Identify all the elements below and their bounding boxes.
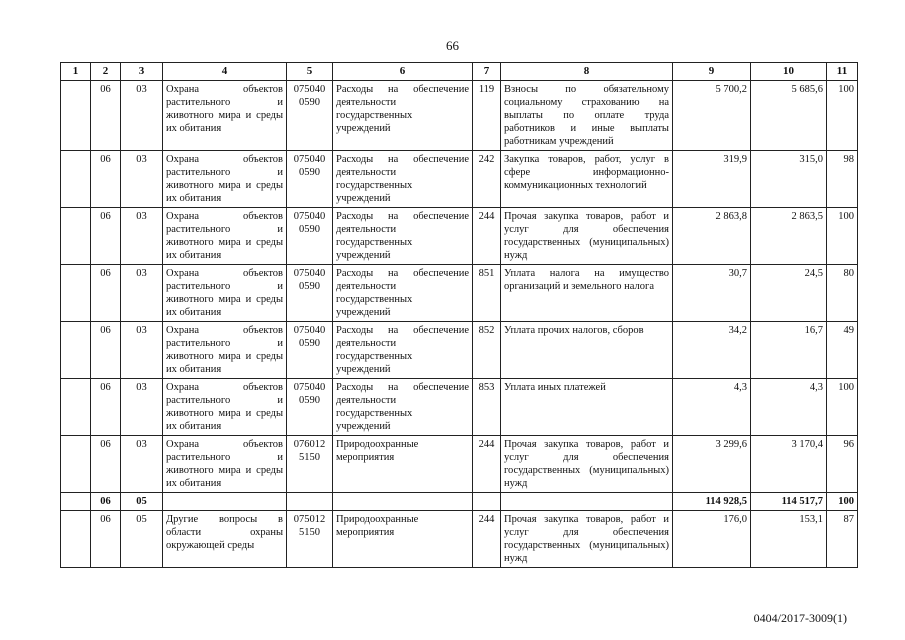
cell-expense-type: 853 bbox=[473, 379, 501, 436]
column-header: 11 bbox=[827, 63, 858, 81]
cell-expense-type: 851 bbox=[473, 265, 501, 322]
column-header: 8 bbox=[501, 63, 673, 81]
cell-article-name: Расходы на обеспечение деятельности государственных учреждений bbox=[333, 379, 473, 436]
cell-index bbox=[61, 81, 91, 151]
cell-expense-type: 242 bbox=[473, 151, 501, 208]
cell-section: 06 bbox=[91, 208, 121, 265]
cell-planned: 176,0 bbox=[673, 511, 751, 568]
column-header: 4 bbox=[163, 63, 287, 81]
cell-expense-type bbox=[473, 493, 501, 511]
cell-executed: 3 170,4 bbox=[751, 436, 827, 493]
cell-article-name: Расходы на обеспечение деятельности государственных учреждений bbox=[333, 322, 473, 379]
cell-subsection: 03 bbox=[121, 379, 163, 436]
cell-index bbox=[61, 436, 91, 493]
cell-planned: 114 928,5 bbox=[673, 493, 751, 511]
cell-section: 06 bbox=[91, 81, 121, 151]
cell-index bbox=[61, 208, 91, 265]
cell-expense-name bbox=[501, 493, 673, 511]
cell-section: 06 bbox=[91, 322, 121, 379]
cell-expense-name: Прочая закупка товаров, работ и услуг для обеспечения государственных (муниципальных) нужд bbox=[501, 436, 673, 493]
cell-target-article: 076012 5150 bbox=[287, 436, 333, 493]
cell-target-article: 075040 0590 bbox=[287, 265, 333, 322]
cell-target-article: 075012 5150 bbox=[287, 511, 333, 568]
cell-subsection-name: Охрана объектов растительного и животного мира и среды их обитания bbox=[163, 81, 287, 151]
cell-target-article: 075040 0590 bbox=[287, 379, 333, 436]
cell-index bbox=[61, 511, 91, 568]
cell-percent: 80 bbox=[827, 265, 858, 322]
cell-article-name: Природоохранные мероприятия bbox=[333, 436, 473, 493]
cell-index bbox=[61, 265, 91, 322]
cell-executed: 2 863,5 bbox=[751, 208, 827, 265]
subtotal-row bbox=[61, 493, 858, 511]
cell-planned: 3 299,6 bbox=[673, 436, 751, 493]
cell-percent: 100 bbox=[827, 208, 858, 265]
cell-executed: 4,3 bbox=[751, 379, 827, 436]
cell-section: 06 bbox=[91, 436, 121, 493]
cell-index bbox=[61, 493, 91, 511]
page-number: 66 bbox=[446, 38, 459, 53]
column-header: 3 bbox=[121, 63, 163, 81]
cell-subsection-name: Охрана объектов растительного и животного мира и среды их обитания bbox=[163, 436, 287, 493]
column-header: 7 bbox=[473, 63, 501, 81]
cell-executed: 24,5 bbox=[751, 265, 827, 322]
cell-planned: 5 700,2 bbox=[673, 81, 751, 151]
budget-table bbox=[60, 62, 858, 568]
table-row bbox=[61, 511, 858, 568]
cell-expense-name: Прочая закупка товаров, работ и услуг для обеспечения государственных (муниципальных) нужд bbox=[501, 511, 673, 568]
cell-executed: 5 685,6 bbox=[751, 81, 827, 151]
cell-article-name: Расходы на обеспечение деятельности государственных учреждений bbox=[333, 265, 473, 322]
cell-executed: 153,1 bbox=[751, 511, 827, 568]
cell-percent: 100 bbox=[827, 493, 858, 511]
cell-executed: 114 517,7 bbox=[751, 493, 827, 511]
cell-section: 06 bbox=[91, 511, 121, 568]
cell-percent: 100 bbox=[827, 379, 858, 436]
header-row bbox=[61, 63, 858, 81]
cell-expense-type: 244 bbox=[473, 208, 501, 265]
cell-executed: 315,0 bbox=[751, 151, 827, 208]
cell-subsection-name bbox=[163, 493, 287, 511]
cell-executed: 16,7 bbox=[751, 322, 827, 379]
cell-article-name: Расходы на обеспечение деятельности государственных учреждений bbox=[333, 81, 473, 151]
cell-planned: 34,2 bbox=[673, 322, 751, 379]
cell-section: 06 bbox=[91, 493, 121, 511]
table-row bbox=[61, 151, 858, 208]
cell-subsection-name: Охрана объектов растительного и животного мира и среды их обитания bbox=[163, 322, 287, 379]
cell-index bbox=[61, 151, 91, 208]
table-row bbox=[61, 81, 858, 151]
cell-expense-name: Уплата иных платежей bbox=[501, 379, 673, 436]
column-header: 9 bbox=[673, 63, 751, 81]
cell-index bbox=[61, 322, 91, 379]
cell-percent: 87 bbox=[827, 511, 858, 568]
cell-subsection-name: Охрана объектов растительного и животного мира и среды их обитания bbox=[163, 151, 287, 208]
cell-planned: 30,7 bbox=[673, 265, 751, 322]
cell-index bbox=[61, 379, 91, 436]
column-header: 10 bbox=[751, 63, 827, 81]
cell-section: 06 bbox=[91, 265, 121, 322]
cell-subsection: 03 bbox=[121, 322, 163, 379]
table-row bbox=[61, 322, 858, 379]
cell-subsection-name: Охрана объектов растительного и животного мира и среды их обитания bbox=[163, 265, 287, 322]
cell-subsection-name: Охрана объектов растительного и животного мира и среды их обитания bbox=[163, 379, 287, 436]
cell-section: 06 bbox=[91, 379, 121, 436]
cell-subsection: 03 bbox=[121, 265, 163, 322]
cell-subsection-name: Охрана объектов растительного и животного мира и среды их обитания bbox=[163, 208, 287, 265]
column-header: 2 bbox=[91, 63, 121, 81]
cell-target-article: 075040 0590 bbox=[287, 151, 333, 208]
cell-planned: 319,9 bbox=[673, 151, 751, 208]
cell-expense-type: 244 bbox=[473, 511, 501, 568]
cell-planned: 2 863,8 bbox=[673, 208, 751, 265]
cell-subsection: 03 bbox=[121, 81, 163, 151]
table-row bbox=[61, 265, 858, 322]
column-header: 6 bbox=[333, 63, 473, 81]
cell-percent: 49 bbox=[827, 322, 858, 379]
cell-subsection: 05 bbox=[121, 511, 163, 568]
cell-target-article: 075040 0590 bbox=[287, 81, 333, 151]
cell-planned: 4,3 bbox=[673, 379, 751, 436]
cell-expense-type: 119 bbox=[473, 81, 501, 151]
cell-article-name: Расходы на обеспечение деятельности государственных учреждений bbox=[333, 151, 473, 208]
table-row bbox=[61, 208, 858, 265]
cell-expense-name: Взносы по обязательному социальному страхованию на выплаты по оплате труда работников и иные выплаты работникам учреждений bbox=[501, 81, 673, 151]
cell-section: 06 bbox=[91, 151, 121, 208]
cell-expense-type: 852 bbox=[473, 322, 501, 379]
cell-subsection-name: Другие вопросы в области охраны окружающей среды bbox=[163, 511, 287, 568]
cell-article-name bbox=[333, 493, 473, 511]
table-row bbox=[61, 436, 858, 493]
cell-percent: 98 bbox=[827, 151, 858, 208]
cell-target-article bbox=[287, 493, 333, 511]
table-row bbox=[61, 379, 858, 436]
cell-expense-name: Уплата налога на имущество организаций и земельного налога bbox=[501, 265, 673, 322]
cell-expense-name: Уплата прочих налогов, сборов bbox=[501, 322, 673, 379]
column-header: 5 bbox=[287, 63, 333, 81]
cell-target-article: 075040 0590 bbox=[287, 322, 333, 379]
cell-subsection: 03 bbox=[121, 151, 163, 208]
cell-article-name: Природоохранные мероприятия bbox=[333, 511, 473, 568]
cell-expense-type: 244 bbox=[473, 436, 501, 493]
cell-subsection: 05 bbox=[121, 493, 163, 511]
cell-percent: 96 bbox=[827, 436, 858, 493]
cell-subsection: 03 bbox=[121, 436, 163, 493]
cell-article-name: Расходы на обеспечение деятельности государственных учреждений bbox=[333, 208, 473, 265]
cell-percent: 100 bbox=[827, 81, 858, 151]
cell-expense-name: Прочая закупка товаров, работ и услуг для обеспечения государственных (муниципальных) нужд bbox=[501, 208, 673, 265]
cell-subsection: 03 bbox=[121, 208, 163, 265]
document-code: 0404/2017-3009(1) bbox=[753, 611, 847, 625]
cell-target-article: 075040 0590 bbox=[287, 208, 333, 265]
cell-expense-name: Закупка товаров, работ, услуг в сфере информационно-коммуникационных технологий bbox=[501, 151, 673, 208]
column-header: 1 bbox=[61, 63, 91, 81]
